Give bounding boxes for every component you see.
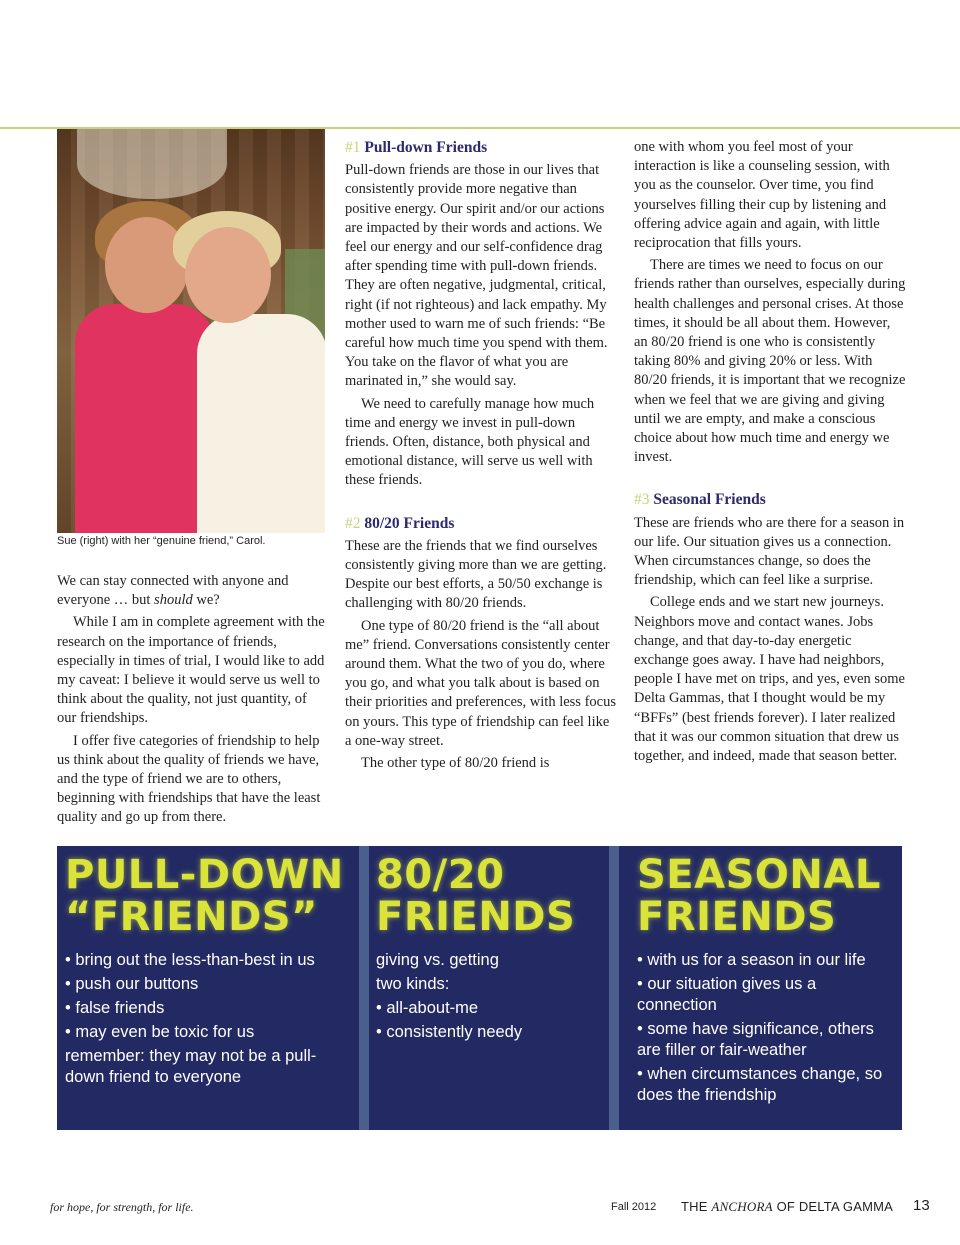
photo [57, 129, 325, 533]
paragraph: While I am in complete agreement with the research on the importance of friends, especially in times of trial, I would like to add my caveat: I believe it would serve us well to think about the quality, not just quantity, of our friendships. [57, 614, 325, 727]
footer-tagline: for hope, for strength, for life. [50, 1200, 194, 1214]
paragraph: There are times we need to focus on our friends rather than ourselves, especially during health challenges and personal crises. At those times, it should be all about them. However, an 80/20 friend is one who is consistently taking 80% and giving 20% or less. With 80/20 friends, it is important that we recognize when we feel that we are giving and giving until we are empty, and make a conscious choice about how much time and energy we invest. [634, 257, 906, 466]
column-3 [634, 138, 906, 769]
column-1 [57, 572, 329, 831]
panel-pull-down [65, 846, 355, 1091]
paragraph: The other type of 80/20 friend is [361, 755, 550, 772]
panel-line: • when circumstances change, so does the friendship [637, 1065, 883, 1104]
paragraph: These are friends who are there for a season in our life. Our situation gives us a connection. When circumstances change, so does the friendship, which can feel like a surprise. [634, 514, 905, 589]
paragraph: College ends and we start new journeys. Neighbors move and contact wanes. Jobs change, and that day-to-day energetic exchange goes away. I have had neighbors, people I have met on trips, and yes, even some Delta Gammas, that I thought would be my “BFFs” (best friends forever). I later realized that it was our common situation that drew us together, and indeed, made that season better. [634, 594, 905, 765]
section-heading-80-20: #2 80/20 Friends [345, 514, 455, 532]
panel-divider [359, 846, 369, 1130]
paragraph: We need to carefully manage how much time and energy we invest in pull-down friends. Often, distance, both physical and emotional distance, will serve us well with these friends. [345, 395, 595, 489]
panel-line: • our situation gives us a connection [637, 975, 817, 1014]
panel-line: two kinds: [376, 975, 450, 993]
panel-line: remember: they may not be a pull-down friend to everyone [65, 1047, 317, 1086]
panel-line: • with us for a season in our life [637, 951, 866, 969]
photo-caption: Sue (right) with her “genuine friend,” Carol. [57, 535, 266, 547]
paragraph: one with whom you feel most of your interaction is like a counseling session, with you as the counselor. Over time, you find yourselves filling their cup by listening and offering advice again and again, with little reciprocation that fills yours. [634, 139, 890, 252]
paragraph: These are the friends that we find ourselves consistently giving more than we are getting. Despite our best efforts, a 50/50 exchange is challenging with 80/20 friends. [345, 537, 607, 612]
summary-box [57, 846, 902, 1130]
person-sue [197, 314, 325, 533]
panel-line: • consistently needy [376, 1023, 523, 1041]
panel-title: 80/20 FRIENDS [376, 852, 576, 940]
panel-title: PULL-DOWN “FRIENDS” [65, 852, 344, 940]
panel-line: • some have significance, others are filler or fair-weather [637, 1020, 874, 1059]
footer-publication: THE ANCHORA OF DELTA GAMMA [681, 1199, 894, 1214]
section-heading-seasonal: #3 Seasonal Friends [634, 491, 766, 509]
panel-line: • bring out the less-than-best in us [65, 951, 315, 969]
paragraph: We can stay connected with anyone and everyone … but should we? [57, 573, 289, 609]
person-carol [75, 304, 215, 533]
panel-divider [609, 846, 619, 1130]
panel-line: • false friends [65, 999, 165, 1017]
paragraph: Pull-down friends are those in our lives that consistently provide more negative than positive energy. Our spirit and/or our actions are impacted by their words and actions. We feel our energy and our self-confidence drag after spending time with pull-down friends. They are often negative, judgmental, critical, right (if not righteous) and lack empathy. My mother used to warn me of such friends: “Be careful how much time you spend with them. You take on the flavor of what you are marinated in,” she would say. [345, 162, 608, 390]
paragraph: I offer five categories of friendship to help us think about the quality of friends we have, and the type of friend we are to others, beginning with friendships that have the least quality and go up from there. [57, 732, 321, 826]
paragraph: One type of 80/20 friend is the “all about me” friend. Conversations consistently center around them. What the two of you do, where you go, and what you talk about is based on their priorities and preferences, with less focus on yours. This type of friendship can feel like a one-way street. [345, 617, 616, 749]
panel-seasonal [637, 846, 897, 1109]
footer-issue: Fall 2012 [611, 1201, 657, 1213]
antler-chandelier [77, 129, 227, 199]
panel-title: SEASONAL FRIENDS [637, 852, 881, 940]
section-heading-pull-down: #1 Pull-down Friends [345, 139, 488, 156]
column-2 [345, 138, 619, 776]
page-number: 13 [913, 1197, 930, 1214]
panel-line: • all-about-me [376, 999, 479, 1017]
panel-line: • push our buttons [65, 975, 199, 993]
panel-line: • may even be toxic for us [65, 1023, 255, 1041]
panel-line: giving vs. getting [376, 951, 499, 969]
panel-80-20 [376, 846, 606, 1046]
